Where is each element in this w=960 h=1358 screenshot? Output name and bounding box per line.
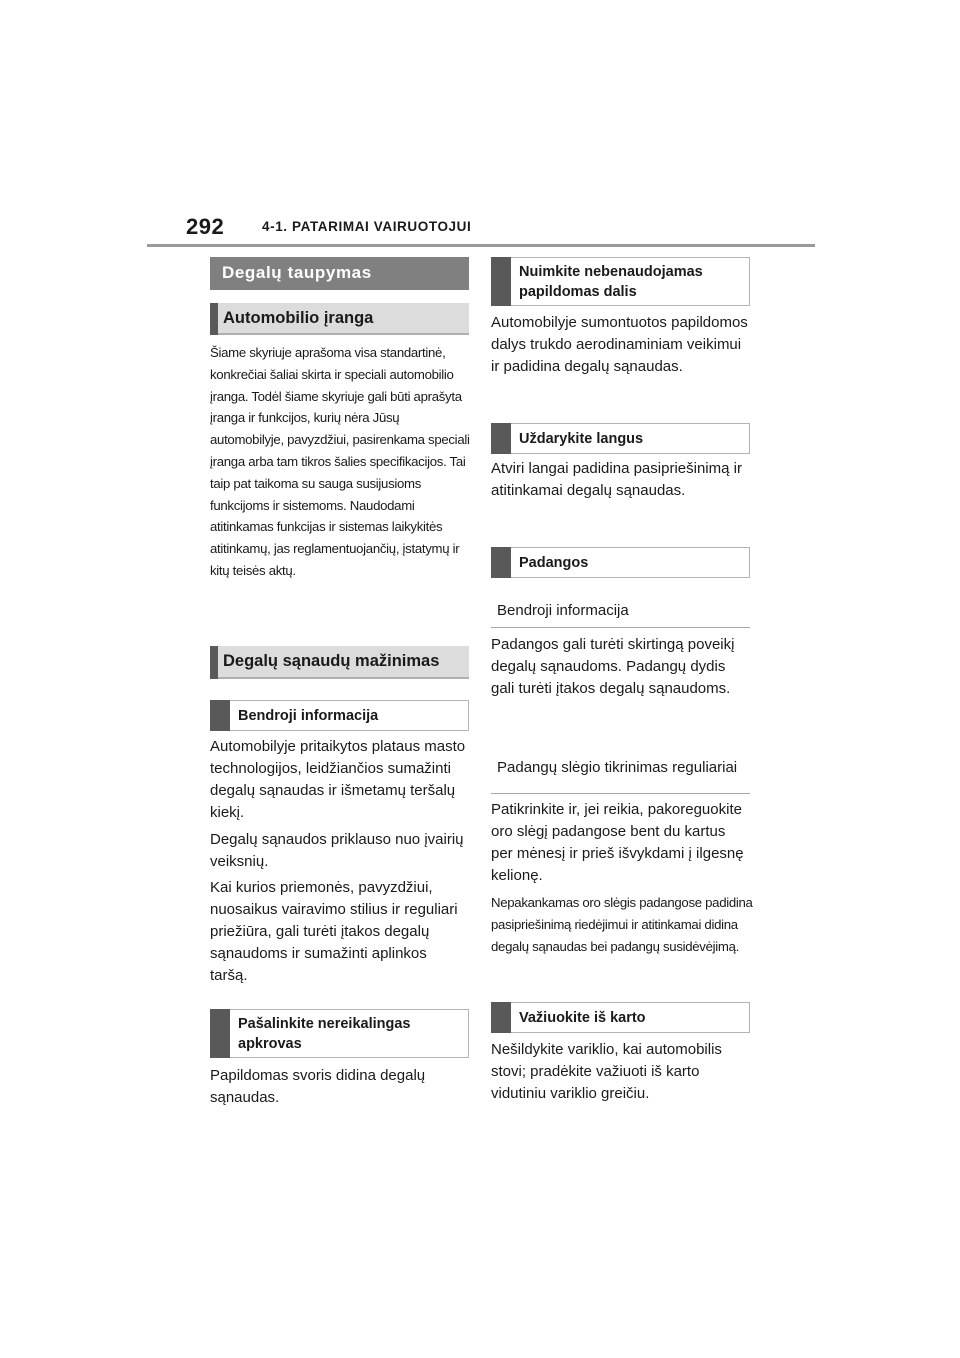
- subheading-general-info: [210, 700, 469, 731]
- subheading-remove-parts-label: Nuimkite nebenaudojamas papildomas dalis: [519, 263, 703, 300]
- subsection-tire-pressure-label: Padangų slėgio tikrinimas reguliariai: [497, 758, 738, 776]
- subheading-remove-loads: [210, 1009, 469, 1058]
- paragraph-extra-weight: Papildomas svoris didina degalų sąnaudas.: [210, 1067, 426, 1106]
- subheading-tires-label: Padangos: [519, 554, 589, 571]
- intro-paragraph: Šiame skyriuje aprašoma visa standartinė, konkrečiai šaliai skirta ir speciali automobilio įranga. Todėl šiame skyriuje gali būti aprašyta įranga ir funkcijos, kurių nėra Jūsų automobilyje, pavyzdžiui, pasirenkama speciali įranga arba tam tikros šalies specifikacijos. Tai taip pat taikoma su sauga susijusioms funkcijoms ir sistemoms. Naudodami atitinkamas funkcijas ir sistemas laikykitės atitinkamų, jas reglamentuojančių, įstatymų ir kitų teisės aktų.: [210, 345, 470, 578]
- subsection-tires-general-label: Bendroji informacija: [497, 601, 629, 619]
- paragraph-parts: Automobilyje sumontuotos papildomos dalys trukdo aerodinaminiam veikimui ir padidina degalų sąnaudas.: [491, 314, 748, 375]
- paragraph-tire-effect: Padangos gali turėti skirtingą poveikį degalų sąnaudoms. Padangų dydis gali turėti įtakos degalų sąnaudoms.: [491, 636, 735, 697]
- subheading-close-windows-label: Uždarykite langus: [519, 430, 644, 447]
- subheading-general-info-label: Bendroji informacija: [238, 707, 379, 724]
- subheading-remove-parts: [491, 257, 750, 306]
- paragraph-low-pressure: Nepakankamas oro slėgis padangose padidina pasipriešinimą riedėjimui ir atitinkamai didina degalų sąnaudas bei padangų susidėvėjimą.: [491, 895, 753, 954]
- header-rule: [147, 244, 815, 247]
- paragraph-technologies: Automobilyje pritaikytos plataus masto technologijos, leidžiančios sumažinti degalų sąnaudas ir išmetamų teršalų kiekį.: [210, 738, 466, 821]
- subheading-remove-loads-label: Pašalinkite nereikalingas apkrovas: [238, 1015, 411, 1052]
- subheading-close-windows: [491, 423, 750, 454]
- subheading-tires: [491, 547, 750, 578]
- page-number: 292: [186, 214, 225, 239]
- paragraph-check-pressure: Patikrinkite ir, jei reikia, pakoreguokite oro slėgį padangose bent du kartus per mėnesį ir prieš išvykdami į ilgesnę kelionę.: [491, 801, 744, 884]
- paragraph-measures: Kai kurios priemonės, pavyzdžiui, nuosaikus vairavimo stilius ir reguliari priežiūra, gali turėti įtakos degalų sąnaudoms ir sumažinti aplinkos taršą.: [210, 879, 458, 984]
- section-heading-equipment: [210, 303, 469, 335]
- chapter-title: 4-1. PATARIMAI VAIRUOTOJUI: [262, 219, 472, 234]
- section-heading-consumption-label: Degalų sąnaudų mažinimas: [223, 652, 440, 670]
- subheading-drive-off: [491, 1002, 750, 1033]
- subsection-tires-general: [491, 594, 750, 628]
- subsection-tire-pressure: [491, 742, 750, 794]
- subheading-drive-off-label: Važiuokite iš karto: [519, 1009, 646, 1026]
- section-heading-equipment-label: Automobilio įranga: [223, 308, 374, 327]
- paragraph-factors: Degalų sąnaudos priklauso nuo įvairių veiksnių.: [210, 831, 464, 870]
- paragraph-drive-off: Nešildykite variklio, kai automobilis stovi; pradėkite važiuoti iš karto vidutiniu variklio greičiu.: [491, 1041, 722, 1102]
- section-heading-consumption: [210, 646, 469, 679]
- main-heading: Degalų taupymas: [210, 257, 469, 290]
- paragraph-windows: Atviri langai padidina pasipriešinimą ir atitinkamai degalų sąnaudas.: [491, 460, 742, 499]
